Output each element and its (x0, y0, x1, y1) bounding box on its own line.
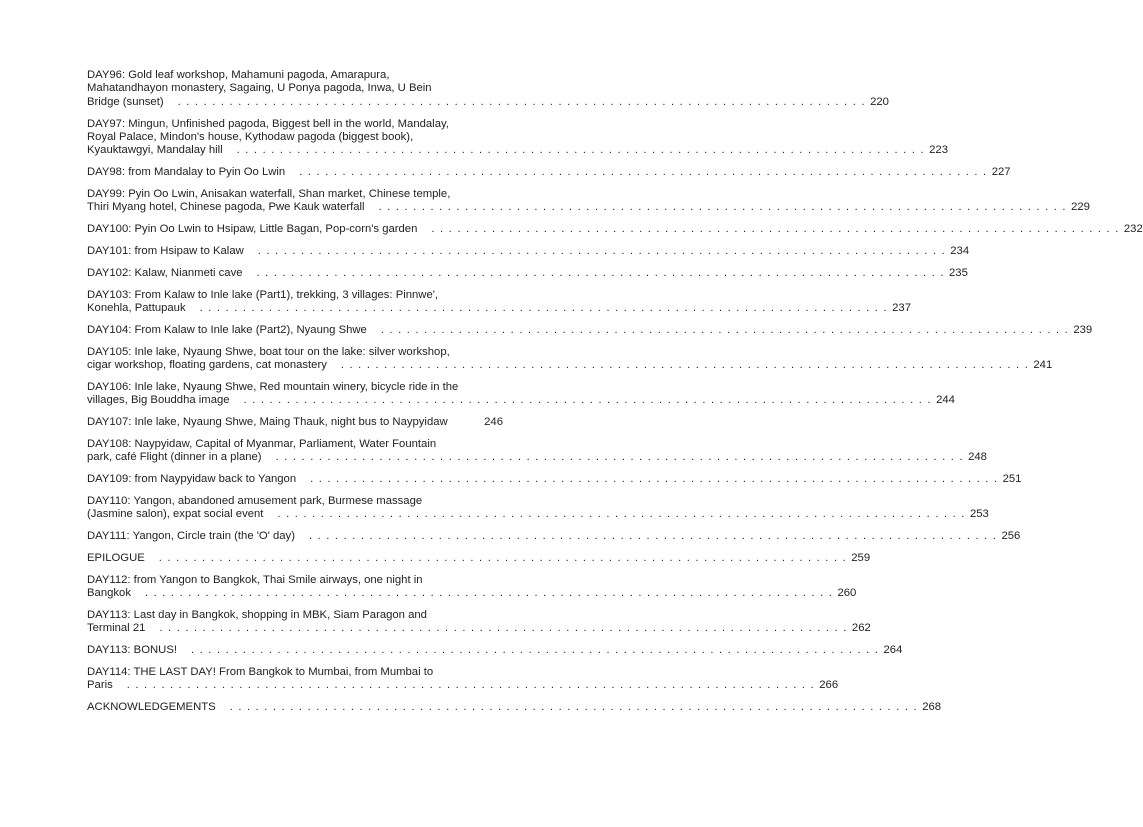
dot-leader: ................................................................................ (177, 95, 871, 108)
dot-leader: ................................................................................ (299, 166, 992, 179)
dot-leader: ................................................................................ (308, 530, 1002, 543)
toc-entry-title-line: Paris (87, 679, 113, 692)
toc-entry[interactable] (87, 266, 968, 280)
toc-entry-title-line: Bridge (sunset) (87, 95, 164, 108)
toc-entry[interactable] (87, 245, 970, 258)
toc-entry[interactable] (87, 551, 871, 565)
toc-page-number: 235 (949, 266, 968, 279)
toc-page-number: 246 (484, 416, 503, 429)
toc-page-number: 266 (819, 679, 839, 692)
toc-page-number: 223 (929, 144, 948, 157)
toc-entry[interactable] (87, 380, 955, 408)
toc-entry[interactable] (87, 437, 987, 465)
toc-page-number: 234 (950, 245, 970, 258)
toc-entry[interactable] (87, 166, 1011, 179)
dot-leader: ................................................................................ (275, 451, 969, 464)
toc-page-number: 268 (922, 701, 942, 714)
toc-entry[interactable] (87, 345, 1053, 373)
toc-entry-title-line: DAY101: from Hsipaw to Kalaw (87, 245, 244, 258)
toc-page-number: 227 (991, 166, 1011, 179)
dot-leader: ................................................................................ (236, 144, 930, 157)
toc-entry-title-line: DAY111: Yangon, Circle train (the 'O' day) (87, 530, 295, 543)
toc-entry-title-line: Terminal 21 (87, 622, 146, 635)
toc-entry[interactable] (87, 701, 942, 714)
toc-page-number: 239 (1073, 323, 1093, 336)
toc-page-number: 229 (1071, 201, 1090, 214)
toc-entry-title-line: villages, Big Bouddha image (87, 394, 230, 407)
toc-page-number: 237 (892, 302, 911, 315)
dot-leader: ................................................................................ (229, 701, 923, 714)
toc-entry[interactable] (87, 323, 1093, 337)
toc-entry[interactable] (87, 188, 1090, 215)
toc-entry-title-line: ACKNOWLEDGEMENTS (87, 701, 216, 714)
toc-page-number: 264 (883, 644, 903, 657)
toc-entry-title-line: DAY96: Gold leaf workshop, Mahamuni pagoda, Amarapura, (87, 69, 390, 81)
toc-entry[interactable] (87, 288, 911, 316)
table-of-contents (87, 69, 1143, 723)
toc-page-number: 248 (968, 451, 987, 464)
toc-entry-title-line: Royal Palace, Mindon's house, Kythodaw pagoda (biggest book), (87, 131, 414, 144)
toc-entry-title-line: DAY98: from Mandalay to Pyin Oo Lwin (87, 166, 286, 179)
toc-entry[interactable] (87, 665, 839, 693)
toc-entry-title-line: (Jasmine salon), expat social event (87, 508, 264, 521)
toc-entry-title-line: DAY112: from Yangon to Bangkok, Thai Smile airways, one night in (87, 573, 423, 586)
toc-entry-title-line: DAY97: Mingun, Unfinished pagoda, Biggest bell in the world, Mandalay, (87, 117, 449, 130)
dot-leader: ................................................................................ (144, 587, 838, 600)
toc-entry-title-line: Mahatandhayon monastery, Sagaing, U Ponya pagoda, Inwa, U Bein (87, 82, 432, 95)
toc-entry-title-line: EPILOGUE (87, 551, 145, 564)
toc-entry[interactable] (87, 223, 1143, 236)
toc-entry[interactable] (87, 473, 1022, 486)
dot-leader: ................................................................................ (256, 266, 950, 279)
toc-entry-title-line: DAY106: Inle lake, Nyaung Shwe, Red mountain winery, bicycle ride in the (87, 380, 459, 393)
dot-leader: ................................................................................ (380, 323, 1074, 336)
toc-entry-title-line: DAY107: Inle lake, Nyaung Shwe, Maing Thauk, night bus to Naypyidaw (87, 416, 448, 429)
toc-page-number: 262 (851, 622, 871, 635)
dot-leader: ................................................................................ (310, 473, 1003, 486)
toc-entry-title-line: DAY109: from Naypyidaw back to Yangon (87, 473, 297, 486)
dot-leader: ................................................................................ (126, 679, 820, 692)
toc-entry[interactable] (87, 494, 989, 522)
dot-leader: ................................................................................ (159, 622, 852, 635)
dot-leader: ................................................................................ (243, 394, 937, 407)
toc-page-number: 244 (936, 394, 955, 407)
toc-entry-title-line: DAY113: BONUS! (87, 644, 177, 657)
toc-entry-title-line: DAY103: From Kalaw to Inle lake (Part1), trekking, 3 villages: Pinnwe', (87, 288, 439, 301)
toc-page-number: 241 (1033, 359, 1053, 372)
toc-page-number: 256 (1001, 530, 1021, 543)
dot-leader: ................................................................................ (378, 201, 1072, 214)
dot-leader: ................................................................................ (199, 302, 893, 315)
toc-page-number: 232 (1123, 223, 1143, 236)
toc-page-number: 259 (851, 551, 871, 564)
dot-leader: ................................................................................ (191, 644, 884, 657)
toc-entry-title-line: DAY105: Inle lake, Nyaung Shwe, boat tour on the lake: silver workshop, (87, 345, 450, 358)
toc-entry[interactable] (87, 608, 871, 636)
toc-entry-title-line: DAY104: From Kalaw to Inle lake (Part2), Nyaung Shwe (87, 323, 367, 336)
toc-entry-title-line: DAY102: Kalaw, Nianmeti cave (87, 266, 243, 279)
dot-leader: ................................................................................ (277, 508, 970, 521)
toc-entry-title-line: cigar workshop, floating gardens, cat monastery (87, 359, 327, 372)
toc-entry-title-line: DAY100: Pyin Oo Lwin to Hsipaw, Little Bagan, Pop-corn's garden (87, 223, 418, 236)
toc-entry-title-line: DAY110: Yangon, abandoned amusement park, Burmese massage (87, 494, 423, 507)
toc-entry[interactable] (87, 117, 948, 158)
toc-page-number: 260 (837, 587, 857, 600)
toc-page-number: 220 (870, 95, 889, 108)
toc-entry[interactable] (87, 416, 503, 429)
toc-entry-title-line: DAY113: Last day in Bangkok, shopping in MBK, Siam Paragon and (87, 608, 427, 621)
toc-entry[interactable] (87, 573, 857, 601)
toc-page-number: 253 (969, 508, 989, 521)
toc-entry-title-line: Konehla, Pattupauk (87, 302, 186, 315)
toc-entry[interactable] (87, 644, 903, 657)
toc-entry-title-line: Kyauktawgyi, Mandalay hill (87, 144, 223, 157)
toc-entry-title-line: DAY99: Pyin Oo Lwin, Anisakan waterfall, Shan market, Chinese temple, (87, 188, 451, 201)
toc-entry-title-line: Thiri Myang hotel, Chinese pagoda, Pwe Kauk waterfall (87, 201, 365, 214)
toc-entry-title-line: park, café Flight (dinner in a plane) (87, 451, 262, 464)
toc-entry[interactable] (87, 530, 1021, 543)
dot-leader: ................................................................................ (158, 551, 852, 564)
toc-entry-title-line: DAY108: Naypyidaw, Capital of Myanmar, Parliament, Water Fountain (87, 437, 437, 450)
toc-entry-title-line: DAY114: THE LAST DAY! From Bangkok to Mumbai, from Mumbai to (87, 665, 434, 678)
dot-leader: ................................................................................ (340, 359, 1034, 372)
toc-entry-title-line: Bangkok (87, 587, 131, 600)
toc-page-number: 251 (1002, 473, 1022, 486)
dot-leader: ................................................................................ (257, 245, 951, 258)
toc-entry[interactable] (87, 69, 889, 109)
dot-leader: ................................................................................ (431, 223, 1124, 236)
